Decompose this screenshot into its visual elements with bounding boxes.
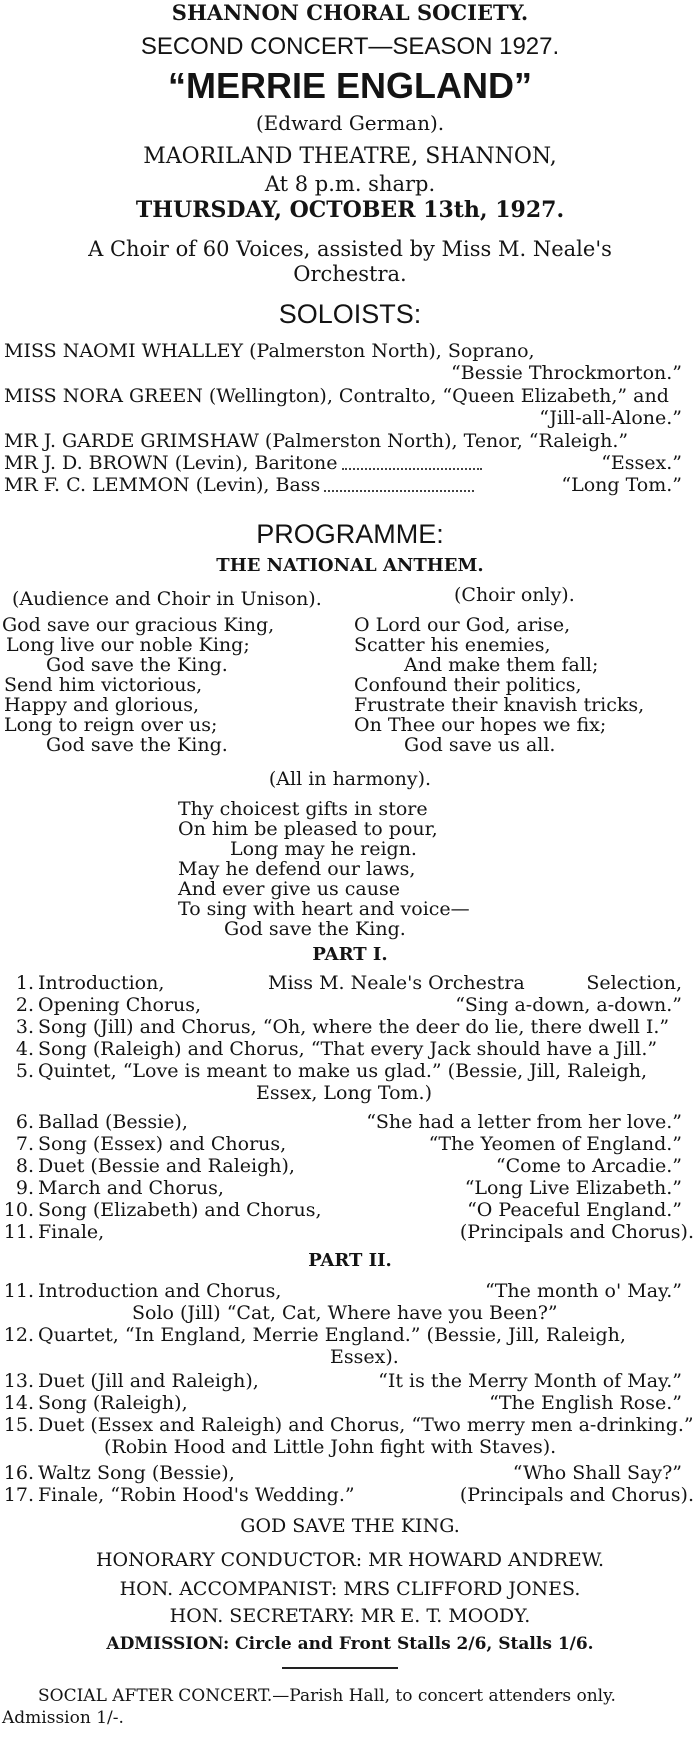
- programme-item: [0, 1111, 188, 1133]
- hon-secretary: HON. SECRETARY: MR E. T. MOODY.: [169, 1605, 531, 1627]
- leader-dots: [342, 468, 482, 470]
- item-number: 13.: [3, 1370, 34, 1392]
- verse-line: God save our gracious King,: [2, 614, 275, 636]
- item-continuation: Solo (Jill) “Cat, Cat, Where have you Been?”: [132, 1302, 558, 1324]
- programme-item: [0, 1414, 694, 1436]
- anthem-left-label: (Audience and Choir in Unison).: [12, 588, 322, 610]
- soloist-lemmon-name: MR F. C. LEMMON (Levin), Bass: [4, 474, 321, 496]
- item-number: 17.: [3, 1484, 34, 1506]
- item-detail: “The English Rose.”: [489, 1392, 682, 1414]
- soloist-brown-name: MR J. D. BROWN (Levin), Baritone: [4, 452, 338, 474]
- programme-heading: PROGRAMME:: [256, 519, 444, 549]
- item-piece: Waltz Song (Bessie),: [38, 1462, 235, 1484]
- item-number: 3.: [15, 1016, 34, 1038]
- item-number: 11.: [3, 1221, 34, 1243]
- item-detail: “Long Live Elizabeth.”: [464, 1177, 682, 1199]
- item-piece: Song (Jill) and Chorus, “Oh, where the deer do lie, there dwell I.”: [38, 1016, 670, 1038]
- soloist-whalley: MISS NAOMI WHALLEY (Palmerston North), Soprano,: [4, 340, 535, 362]
- programme-item: [0, 1280, 281, 1302]
- verse-line: God save us all.: [404, 734, 556, 756]
- programme-item: [0, 1221, 104, 1243]
- soloist-brown-role: “Essex.”: [601, 452, 682, 474]
- verse-line: Happy and glorious,: [4, 694, 200, 716]
- hon-accompanist: HON. ACCOMPANIST: MRS CLIFFORD JONES.: [119, 1578, 581, 1600]
- soloist-lemmon: [4, 474, 478, 496]
- soloist-lemmon-role: “Long Tom.”: [561, 474, 682, 496]
- verse-line: Long to reign over us;: [4, 714, 218, 736]
- item-detail: “Sing a-down, a-down.”: [455, 994, 682, 1016]
- item-number: 11.: [3, 1280, 34, 1302]
- leader-dots: [324, 490, 474, 492]
- soloist-green-role: “Jill-all-Alone.”: [539, 407, 682, 429]
- programme-item: [0, 1133, 286, 1155]
- item-detail: “Who Shall Say?”: [512, 1462, 682, 1484]
- programme-item: [0, 1155, 295, 1177]
- item-detail: “The Yeomen of England.”: [428, 1133, 682, 1155]
- god-save-the-king: GOD SAVE THE KING.: [240, 1515, 460, 1537]
- item-detail: Selection,: [586, 972, 682, 994]
- admission: ADMISSION: Circle and Front Stalls 2/6, Stalls 1/6.: [106, 1634, 594, 1654]
- verse-line: Confound their politics,: [354, 674, 582, 696]
- verse-line: And ever give us cause: [178, 878, 400, 900]
- item-number: 12.: [3, 1324, 34, 1346]
- item-piece: Duet (Essex and Raleigh) and Chorus, “Two merry men a-drinking.”: [38, 1414, 694, 1436]
- verse-line: God save the King.: [224, 918, 406, 940]
- item-continuation: Essex).: [330, 1346, 399, 1368]
- item-piece: Song (Raleigh) and Chorus, “That every Jack should have a Jill.”: [38, 1038, 658, 1060]
- verse-line: God save the King.: [46, 654, 228, 676]
- item-detail: “Come to Arcadie.”: [495, 1155, 682, 1177]
- item-piece: Introduction and Chorus,: [38, 1280, 282, 1302]
- concert-date: THURSDAY, OCTOBER 13th, 1927.: [135, 197, 565, 223]
- verse-line: To sing with heart and voice—: [178, 898, 470, 920]
- concert-season: SECOND CONCERT—SEASON 1927.: [140, 33, 560, 60]
- soloist-whalley-role: “Bessie Throckmorton.”: [451, 362, 682, 384]
- verse-line: Scatter his enemies,: [354, 634, 551, 656]
- anthem-right-label: (Choir only).: [454, 584, 575, 606]
- verse-line: O Lord our God, arise,: [354, 614, 571, 636]
- item-piece: Finale, “Robin Hood's Wedding.”: [38, 1484, 355, 1506]
- programme-item: [0, 1392, 188, 1414]
- soloist-brown: [4, 452, 486, 474]
- item-number: 15.: [3, 1414, 34, 1436]
- item-number: 7.: [15, 1133, 34, 1155]
- item-detail: “O Peaceful England.”: [467, 1199, 682, 1221]
- item-detail: “It is the Merry Month of May.”: [378, 1370, 682, 1392]
- verse-line: May he defend our laws,: [178, 858, 416, 880]
- anthem-title: THE NATIONAL ANTHEM.: [216, 555, 484, 576]
- item-number: 16.: [3, 1462, 34, 1484]
- item-continuation: (Robin Hood and Little John fight with Staves).: [104, 1436, 557, 1458]
- programme-item: [0, 1060, 647, 1082]
- soloist-grimshaw: MR J. GARDE GRIMSHAW (Palmerston North), Tenor, “Raleigh.”: [4, 430, 629, 452]
- harmony-label: (All in harmony).: [268, 768, 432, 790]
- part-two-heading: PART II.: [308, 1250, 392, 1271]
- item-piece: Quartet, “In England, Merrie England.” (Bessie, Jill, Raleigh,: [38, 1324, 626, 1346]
- item-detail: (Principals and Chorus).: [459, 1484, 694, 1506]
- item-piece: Finale,: [38, 1221, 105, 1243]
- item-piece: Ballad (Bessie),: [38, 1111, 188, 1133]
- item-piece: Quintet, “Love is meant to make us glad.” (Bessie, Jill, Raleigh,: [38, 1060, 648, 1082]
- item-detail: (Principals and Chorus).: [459, 1221, 694, 1243]
- verse-line: On Thee our hopes we fix;: [354, 714, 607, 736]
- choir-line-1: A Choir of 60 Voices, assisted by Miss M. Neale's: [88, 237, 612, 261]
- society-name: SHANNON CHORAL SOCIETY.: [171, 0, 529, 25]
- honorary-conductor: HONORARY CONDUCTOR: MR HOWARD ANDREW.: [95, 1549, 605, 1571]
- verse-line: Thy choicest gifts in store: [178, 798, 428, 820]
- programme-item: [0, 1370, 259, 1392]
- item-performer: Miss M. Neale's Orchestra: [268, 972, 525, 994]
- programme-item: [0, 994, 201, 1016]
- item-number: 9.: [15, 1177, 34, 1199]
- social-note: SOCIAL AFTER CONCERT.—Parish Hall, to concert attenders only.: [38, 1686, 616, 1706]
- concert-title: “MERRIE ENGLAND”: [167, 65, 532, 106]
- verse-line: And make them fall;: [404, 654, 599, 676]
- verse-line: Long may he reign.: [230, 838, 417, 860]
- verse-line: Long live our noble King;: [6, 634, 250, 656]
- verse-line: Frustrate their knavish tricks,: [354, 694, 645, 716]
- item-continuation: Essex, Long Tom.): [256, 1082, 433, 1104]
- programme-item: [0, 1038, 657, 1060]
- item-number: 4.: [15, 1038, 34, 1060]
- soloists-heading: SOLOISTS:: [278, 299, 422, 329]
- programme-item: [0, 1324, 626, 1346]
- item-piece: Duet (Jill and Raleigh),: [38, 1370, 259, 1392]
- part-one-heading: PART I.: [312, 944, 388, 965]
- item-number: 2.: [15, 994, 34, 1016]
- programme-item: [0, 1484, 355, 1506]
- composer: (Edward German).: [255, 111, 445, 135]
- item-number: 8.: [15, 1155, 34, 1177]
- soloist-green: MISS NORA GREEN (Wellington), Contralto, “Queen Elizabeth,” and: [4, 385, 669, 407]
- item-detail: “She had a letter from her love.”: [366, 1111, 682, 1133]
- choir-line-2: Orchestra.: [293, 262, 407, 286]
- verse-line: God save the King.: [46, 734, 228, 756]
- item-number: 1.: [15, 972, 34, 994]
- item-piece: Opening Chorus,: [38, 994, 202, 1016]
- programme-item: [0, 1016, 669, 1038]
- verse-line: Send him victorious,: [4, 674, 203, 696]
- item-piece: Song (Raleigh),: [38, 1392, 188, 1414]
- item-piece: March and Chorus,: [38, 1177, 224, 1199]
- item-piece: Introduction,: [38, 972, 165, 994]
- item-number: 14.: [3, 1392, 34, 1414]
- programme-item: [0, 972, 164, 994]
- item-number: 5.: [15, 1060, 34, 1082]
- item-piece: Song (Elizabeth) and Chorus,: [38, 1199, 322, 1221]
- item-number: 6.: [15, 1111, 34, 1133]
- programme-item: [0, 1462, 235, 1484]
- venue: MAORILAND THEATRE, SHANNON,: [143, 144, 557, 169]
- item-detail: “The month o' May.”: [485, 1280, 682, 1302]
- start-time: At 8 p.m. sharp.: [264, 172, 436, 196]
- item-piece: Song (Essex) and Chorus,: [38, 1133, 287, 1155]
- social-admission: Admission 1/-.: [2, 1708, 124, 1728]
- programme-item: [0, 1199, 322, 1221]
- item-number: 10.: [3, 1199, 34, 1221]
- programme-item: [0, 1177, 224, 1199]
- verse-line: On him be pleased to pour,: [178, 818, 438, 840]
- divider: [282, 1667, 398, 1669]
- item-piece: Duet (Bessie and Raleigh),: [38, 1155, 295, 1177]
